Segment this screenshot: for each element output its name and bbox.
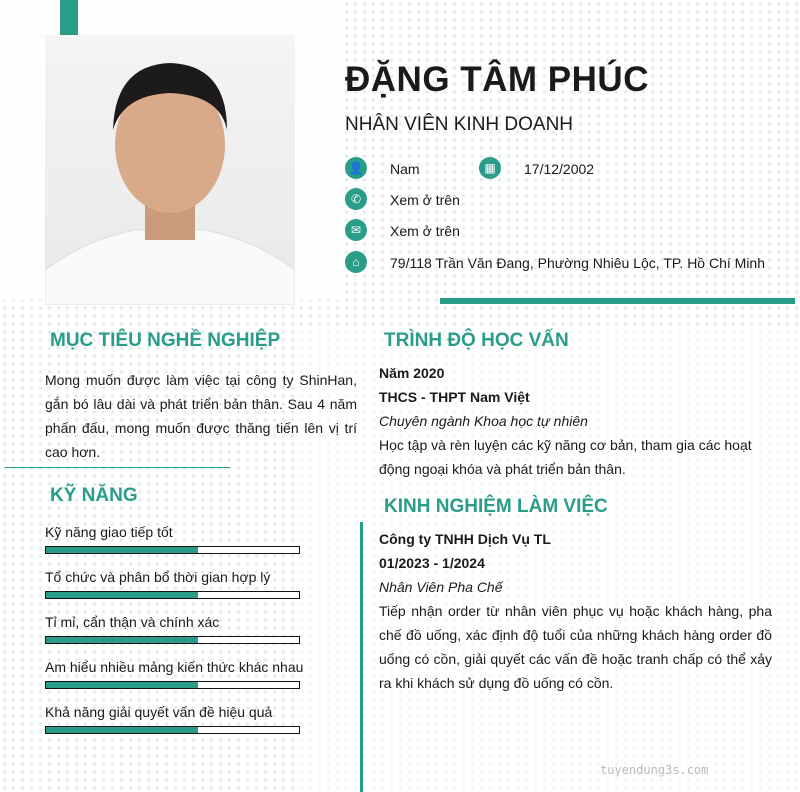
address: 79/118 Trần Văn Đang, Phường Nhiêu Lộc, TP. Hồ Chí Minh [390, 255, 765, 271]
gender: Nam [390, 161, 420, 177]
skill-label: Kỹ năng giao tiếp tốt [45, 524, 173, 540]
skill-bar-fill [46, 682, 198, 688]
skill-label: Am hiểu nhiều mảng kiến thức khác nhau [45, 659, 304, 675]
phone-icon: ✆ [345, 188, 367, 210]
skill-item [45, 569, 305, 599]
watermark: tuyendung3s.com [600, 763, 709, 777]
dob: 17/12/2002 [524, 161, 595, 177]
timeline-line [360, 522, 363, 792]
skill-bar [45, 546, 300, 554]
objective-heading: MỤC TIÊU NGHỀ NGHIỆP [50, 330, 281, 351]
education-year: Năm 2020 [379, 365, 445, 381]
skills-heading: KỸ NĂNG [50, 485, 138, 506]
divider [440, 298, 795, 304]
education-major: Chuyên ngành Khoa học tự nhiên [379, 413, 588, 429]
skill-item [45, 614, 305, 644]
experience-period: 01/2023 - 1/2024 [379, 555, 485, 571]
objective-text: Mong muốn được làm việc tại công ty ShinHan, gắn bó lâu dài và phát triển bản thân. Sau 4 năm phấn đấu, mong muốn được thăng tiến lên vị trí cao hơn. [45, 372, 357, 460]
phone: Xem ở trên [390, 192, 460, 208]
skill-label: Khả năng giải quyết vấn đề hiệu quả [45, 704, 273, 720]
skill-bar [45, 726, 300, 734]
candidate-name: ĐẶNG TÂM PHÚC [345, 60, 649, 99]
experience-position: Nhân Viên Pha Chế [379, 579, 503, 595]
user-icon: 👤 [345, 157, 367, 179]
education-desc: Học tập và rèn luyện các kỹ năng cơ bản, tham gia các hoạt động ngoại khóa và phát triển bản thân. [379, 437, 752, 477]
calendar-icon: ▦ [479, 157, 501, 179]
email: Xem ở trên [390, 223, 460, 239]
skill-bar [45, 591, 300, 599]
education-school: THCS - THPT Nam Việt [379, 389, 530, 405]
skill-item [45, 524, 305, 554]
skill-bar-fill [46, 592, 198, 598]
divider [5, 467, 230, 468]
bg-cover [300, 330, 800, 792]
email-icon: ✉ [345, 219, 367, 241]
skill-bar-fill [46, 727, 198, 733]
candidate-role: NHÂN VIÊN KINH DOANH [345, 114, 574, 135]
skill-bar-fill [46, 637, 198, 643]
profile-photo [45, 35, 295, 305]
experience-heading: KINH NGHIỆM LÀM VIỆC [384, 496, 608, 517]
education-heading: TRÌNH ĐỘ HỌC VẤN [384, 330, 569, 351]
home-icon: ⌂ [345, 251, 367, 273]
skill-item [45, 704, 305, 734]
skill-bar [45, 681, 300, 689]
skill-label: Tổ chức và phân bổ thời gian hợp lý [45, 569, 271, 585]
experience-desc: Tiếp nhận order từ nhân viên phục vụ hoặc khách hàng, pha chế đồ uống, xác định độ tuổi của những khách hàng order đồ uống có cồn, giải quyết các vấn đề hoặc tranh chấp có thể xảy ra khi khách sử dụng đồ uống có cồn. [379, 603, 772, 691]
skill-bar [45, 636, 300, 644]
skill-label: Tỉ mỉ, cẩn thận và chính xác [45, 614, 220, 630]
skill-bar-fill [46, 547, 198, 553]
experience-company: Công ty TNHH Dịch Vụ TL [379, 531, 551, 547]
skill-item [45, 659, 305, 689]
